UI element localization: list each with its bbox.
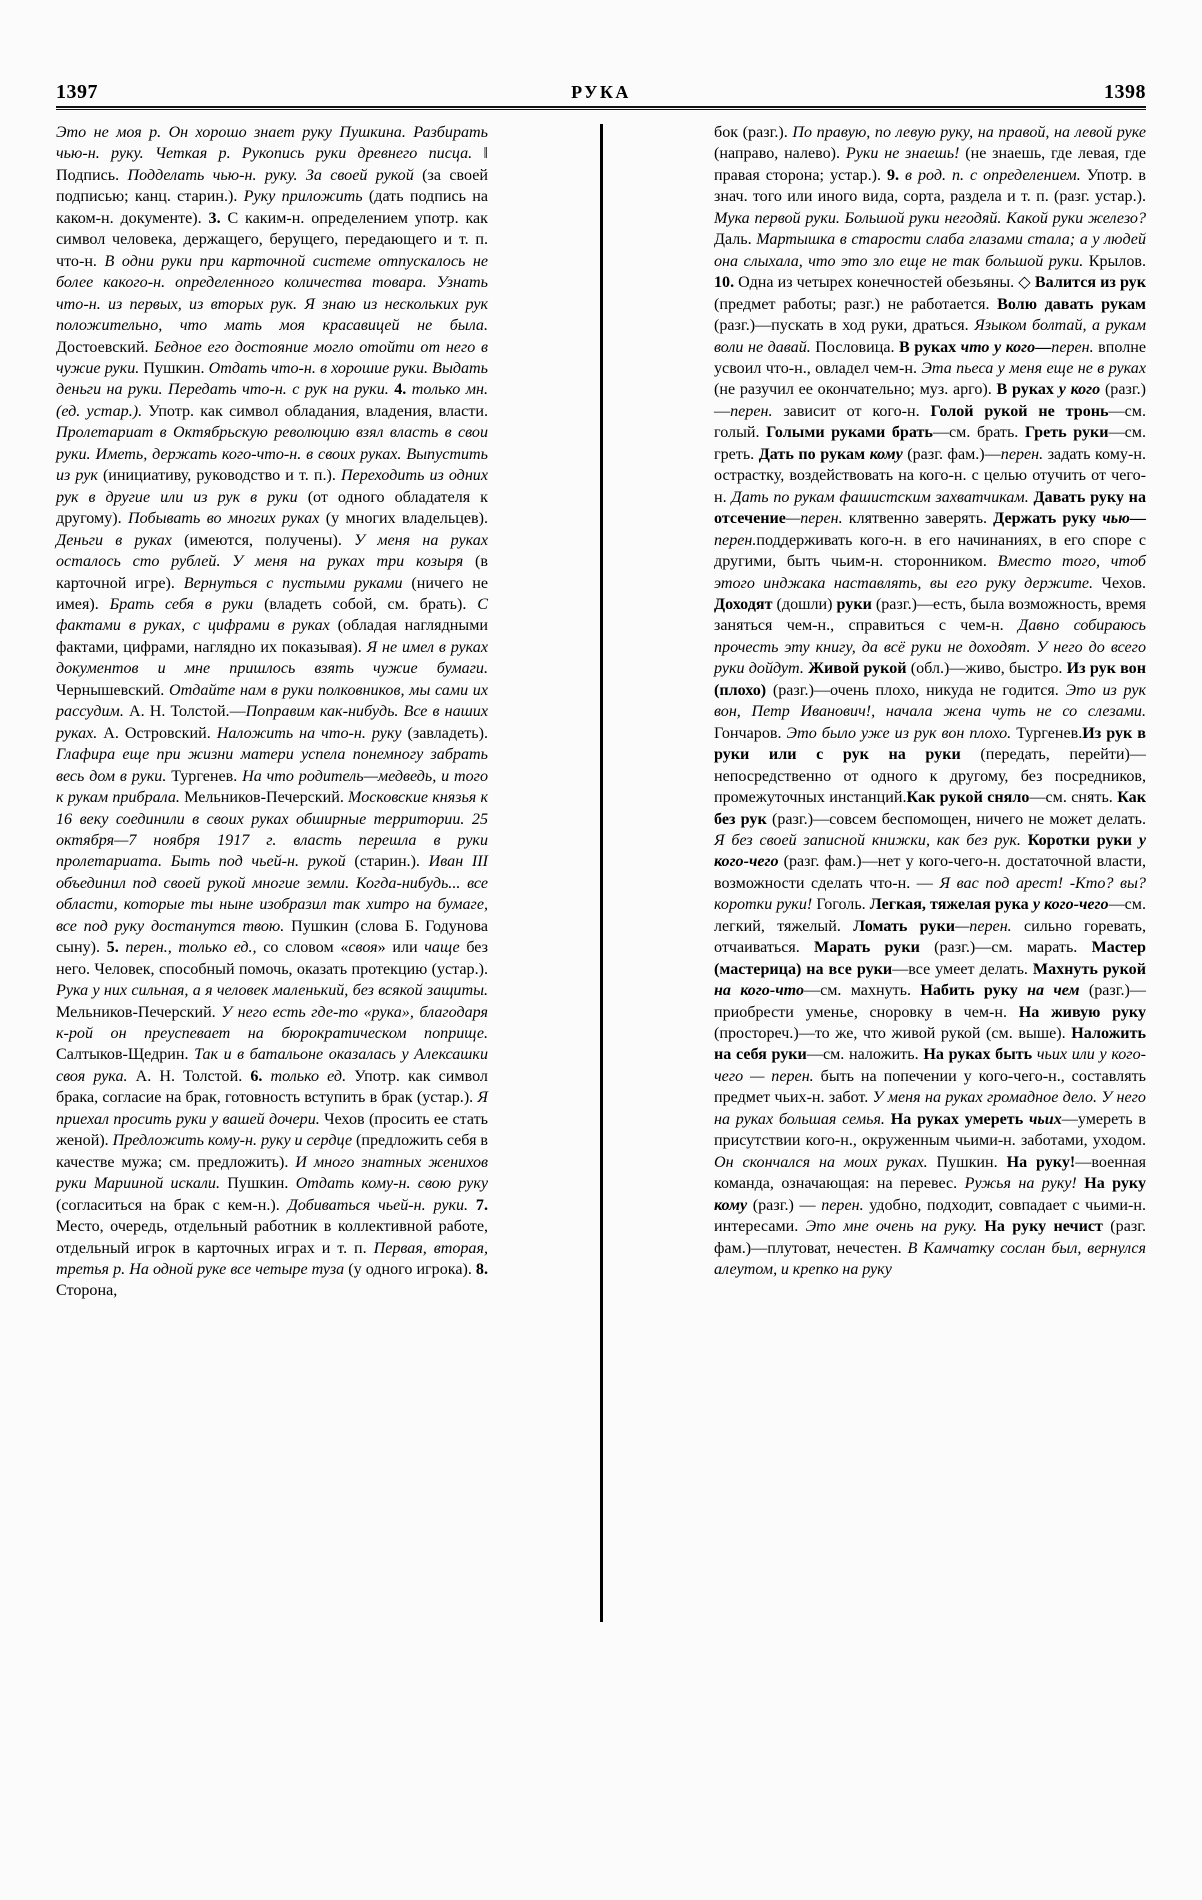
text-run: Я приехал просить руки у вашей дочери. bbox=[56, 1089, 488, 1128]
text-run: на кого-что bbox=[714, 982, 804, 1000]
text-run: зависит от кого-н. bbox=[783, 402, 931, 420]
text-run: только ед. bbox=[270, 1067, 355, 1085]
text-run: — bbox=[1129, 510, 1146, 528]
text-run: Это было уже из рук вон плохо. bbox=[786, 724, 1017, 742]
text-run: Голыми руками брать bbox=[766, 424, 933, 442]
text-run: Я без своей записной книжки, как без рук. bbox=[714, 831, 1028, 849]
text-run: В руках bbox=[899, 338, 961, 356]
text-run: (разг. фам.)— bbox=[907, 445, 1001, 463]
text-run: Давать руку на отсечение bbox=[714, 488, 1147, 528]
text-run: —см. голый. bbox=[714, 402, 1146, 442]
column-divider-rule bbox=[600, 124, 603, 1622]
text-run: перен., только ед., bbox=[125, 939, 264, 957]
text-run: Доходят bbox=[714, 595, 777, 613]
text-run: Подпись. bbox=[56, 166, 128, 184]
text-run: кому bbox=[714, 1196, 753, 1214]
text-run: Отдать кому-н. свою руку bbox=[295, 1175, 488, 1193]
text-run: только мн. (ед. устар.). bbox=[56, 381, 488, 420]
text-run: Марать руки bbox=[814, 939, 935, 957]
text-run: Достоевский. bbox=[56, 338, 155, 356]
text-run: Ружья на руку! bbox=[964, 1175, 1085, 1193]
text-run: перен. bbox=[821, 1196, 870, 1214]
text-run: Пушкин. bbox=[936, 1153, 1007, 1171]
column-right-body bbox=[714, 122, 1146, 1280]
text-run: сильно горевать, отчаиваться. bbox=[714, 917, 1146, 957]
text-run: Московские князья к 16 веку соединили в своих руках обширные территории. 25 октября—7 ноября 1917 г. власть перешла в руки пролетариата. Быть под чьей-н. рукой bbox=[56, 789, 488, 871]
text-run: Ломать руки bbox=[853, 917, 955, 935]
text-run: Языком болтай, а рукам воли не давай. bbox=[714, 317, 1147, 356]
text-run: (разг.)—пускать в ход руки, драться. bbox=[714, 317, 975, 335]
text-run: Бедное его достояние могло отойти от него в чужие руки. bbox=[56, 338, 488, 377]
text-run: Пословица. bbox=[815, 338, 900, 356]
text-run: руки bbox=[836, 595, 876, 613]
text-run: Поправим как-нибудь. Все в наших руках. bbox=[56, 703, 488, 742]
text-run: Чернышевский. bbox=[56, 681, 170, 699]
text-run: Мельников-Печерский. bbox=[184, 789, 349, 807]
text-run: со словом « bbox=[263, 939, 349, 957]
text-run: 10. bbox=[714, 274, 739, 292]
text-run: —военная команда, означающая: на перевес. bbox=[714, 1153, 1146, 1193]
text-run: (инициативу, руководство и т. п.). bbox=[102, 467, 341, 485]
text-run: Голой рукой не тронь bbox=[930, 402, 1109, 420]
text-run: Это из рук вон, Петр Иванович!, начала жена чуть не со слезами. bbox=[714, 681, 1146, 721]
text-run: (у одного игрока). bbox=[348, 1261, 476, 1279]
text-run: —перен. bbox=[955, 917, 1024, 935]
text-run: Крылов. bbox=[1088, 252, 1146, 270]
text-run: Из рук в руки или с рук на руки bbox=[714, 724, 1147, 764]
text-run: Это мне очень на руку. bbox=[805, 1218, 985, 1236]
text-run: Как рукой сняло bbox=[906, 789, 1030, 807]
text-run: у кого bbox=[1058, 381, 1105, 399]
text-run: ◇ bbox=[1018, 274, 1035, 292]
text-run: Пушкин. bbox=[227, 1175, 296, 1193]
text-run: вполне усвоил что-н., овладел чем-н. bbox=[714, 338, 1147, 377]
text-run: Он скончался на моих руках. bbox=[714, 1153, 937, 1171]
text-run: 7. bbox=[475, 1196, 488, 1214]
text-run: (разг. фам.)—нет у кого-чего-н. достаточной власти, возможности сделать что-н. — bbox=[714, 853, 1146, 892]
text-run: —см. махнуть. bbox=[804, 982, 921, 1000]
text-run: На руках умереть bbox=[890, 1110, 1029, 1128]
text-run: (не разучил ее окончательно; муз. арго). bbox=[714, 381, 997, 399]
text-run: чью bbox=[1102, 510, 1130, 528]
text-run: (разг.)— bbox=[714, 381, 1147, 420]
text-run: (разг.) — bbox=[752, 1196, 822, 1214]
text-run: У меня на руках осталось сто рублей. У меня на руках три козыря bbox=[56, 531, 488, 571]
text-run: И много знатных женихов руки Марииной искали. bbox=[56, 1153, 488, 1193]
text-run: —см. наложить. bbox=[806, 1046, 924, 1064]
text-run: Употр. как символ обладания, владения, власти. bbox=[148, 402, 488, 420]
text-run: Набить руку bbox=[920, 982, 1028, 1000]
text-run: (не знаешь, где левая, где правая сторона; устар.). bbox=[714, 145, 1147, 184]
text-run: своя bbox=[348, 939, 378, 957]
text-run: (предложить себя в качестве мужа; см. предложить). bbox=[56, 1132, 489, 1171]
text-run: 3. bbox=[208, 209, 228, 227]
text-run: А. Н. Толстой.— bbox=[128, 703, 246, 721]
text-run: —см. греть. bbox=[714, 424, 1147, 463]
text-columns bbox=[56, 122, 1146, 1762]
text-run: Живой рукой bbox=[808, 660, 911, 678]
text-run: Даль. bbox=[714, 231, 757, 249]
text-run: Мартышка в старости слаба глазами стала; а у людей она слыхала, что это зло еще не так большой руки. bbox=[714, 231, 1146, 270]
text-run: Легкая, тяжелая рука bbox=[869, 896, 1033, 914]
text-run: Из рук вон (плохо) bbox=[714, 660, 1146, 699]
text-run: (разг.)—есть, была возможность, время заняться чем-н., справиться с чем-н. bbox=[714, 595, 1146, 635]
header-rule-thick bbox=[56, 106, 1146, 108]
text-run: Рука у них сильная, а я человек маленький, без всякой защиты. bbox=[56, 982, 488, 1000]
text-run: удобно, подходит, совпадает с чьими-н. интересами. bbox=[714, 1196, 1146, 1236]
text-run: Волю давать рукам bbox=[997, 295, 1146, 313]
text-run: быть на попечении у кого-чего-н., составлять предмет чьих-н. забот. bbox=[714, 1067, 1146, 1107]
text-run: поддерживать кого-н. в его начинаниях, в его споре с другими, быть чьим-н. сторонником. bbox=[714, 531, 1146, 571]
column-left-body bbox=[56, 122, 488, 1302]
text-run: У меня на руках громадное дело. У него на руках большая семья. bbox=[714, 1089, 1146, 1128]
running-head bbox=[56, 68, 1146, 102]
text-run: Мастер (мастерица) на все руки bbox=[714, 939, 1146, 978]
text-run: Вместо того, чтоб этого инджака наставлять, вы его руку держите. bbox=[714, 553, 1146, 592]
text-run: Тургенев. bbox=[171, 767, 243, 785]
text-run: С фактами в руках, с цифрами в руках bbox=[56, 595, 488, 635]
text-run: Чехов. bbox=[1101, 574, 1146, 592]
text-run: —см. снять. bbox=[1029, 789, 1118, 807]
text-run: По правую, по левую руку, на правой, на левой руке bbox=[792, 124, 1146, 141]
header-rule-thin bbox=[56, 109, 1146, 110]
text-run: Валится из рук bbox=[1034, 274, 1146, 292]
text-run: Наложить на что-н. руку bbox=[216, 724, 408, 742]
text-run: (в карточной игре). bbox=[56, 553, 488, 592]
text-run: Держать руку bbox=[993, 510, 1103, 528]
text-run: (разг.)—очень плохо, никуда не годится. bbox=[772, 681, 1066, 699]
text-run: Место, очередь, отдельный работник в коллективной работе, отдельный игрок в карточных играх и т. п. bbox=[56, 1218, 488, 1257]
text-run: у кого-чего bbox=[714, 831, 1146, 871]
text-run: (дать подпись на каком-н. документе). bbox=[56, 188, 488, 227]
text-run: клятвенно заверять. bbox=[848, 510, 994, 528]
text-run: —перен. bbox=[785, 510, 849, 528]
text-run: (старин.). bbox=[354, 853, 429, 871]
text-run: Брать себя в руки bbox=[109, 595, 265, 613]
text-run: Отдать что-н. в хорошие руки. Выдать деньги на руки. Передать что-н. с рук на руки. bbox=[56, 359, 488, 399]
folio-right: 1398 bbox=[1104, 81, 1146, 103]
text-run: без него. Человек, способный помочь, оказать протекцию (устар.). bbox=[56, 939, 489, 978]
text-run: Дать по рукам bbox=[758, 445, 870, 463]
text-run: Гончаров. bbox=[714, 724, 787, 742]
text-run: (простореч.)—то же, что живой рукой (см. выше). bbox=[714, 1025, 1072, 1043]
text-run: (обл.)—живо, быстро. bbox=[910, 660, 1067, 678]
text-run: 5. bbox=[106, 939, 126, 957]
text-run: (завладеть). bbox=[407, 724, 488, 742]
text-run: задать кому-н. острастку, воздействовать на кого-н. с целью отучить от чего-н. bbox=[714, 445, 1146, 506]
text-run: Махнуть рукой bbox=[1032, 960, 1146, 978]
text-run: 6. bbox=[250, 1067, 271, 1085]
text-run: чьих или у кого-чего — перен. bbox=[714, 1046, 1146, 1085]
text-run: Подделать чью-н. руку. За своей рукой bbox=[127, 166, 423, 184]
text-run: перен. bbox=[730, 402, 784, 420]
text-run: Одна из четырех конечностей обезьяны. bbox=[738, 274, 1019, 292]
text-run: Дать по рукам фашистским захватчикам. bbox=[731, 488, 1034, 506]
text-run: В руках bbox=[996, 381, 1059, 399]
text-run: чьих bbox=[1028, 1110, 1062, 1128]
text-run: Как без рук bbox=[714, 789, 1146, 828]
text-run: » или bbox=[377, 939, 425, 957]
text-run: 8. bbox=[475, 1261, 488, 1279]
folio-left: 1397 bbox=[56, 81, 98, 103]
text-run: на чем bbox=[1027, 982, 1089, 1000]
text-run: С каким-н. определением употр. как символ человека, держащего, берущего, передающего и т. п. что-н. bbox=[56, 209, 488, 270]
text-run: На руку! bbox=[1006, 1153, 1076, 1171]
text-run: Пушкин (слова Б. Годунова сыну). bbox=[56, 917, 488, 957]
text-run: Деньги в руках bbox=[56, 531, 185, 549]
text-run: Я не имел в руках документов и мне пришлось взять чужие бумаги. bbox=[56, 638, 488, 678]
text-run: На живую руку bbox=[1018, 1003, 1146, 1021]
text-run: (владеть собой, см. брать). bbox=[264, 595, 478, 613]
text-run: На что родитель—медведь, и того к рукам прибрала. bbox=[56, 767, 489, 807]
text-run: бок (разг.). bbox=[714, 124, 793, 141]
text-run: Пролетариат в Октябрьскую революцию взял власть в свои руки. Иметь, держать кого-что-н. в своих руках. Выпустить из рук bbox=[56, 424, 488, 485]
text-run: что у кого bbox=[960, 338, 1036, 356]
text-run: —умереть в присутствии кого-н., окруженным чьими-н. заботами, уходом. bbox=[714, 1110, 1146, 1150]
text-run: Чехов (просить ее стать женой). bbox=[56, 1110, 489, 1150]
text-run: (разг. фам.)—плутоват, нечестен. bbox=[714, 1218, 1147, 1257]
text-run: — bbox=[1035, 338, 1052, 356]
text-run: Побывать во многих руках bbox=[128, 510, 326, 528]
text-run: перен. bbox=[1051, 338, 1099, 356]
text-run: (направо, налево). bbox=[714, 145, 846, 163]
text-run: Руку приложить bbox=[243, 188, 369, 206]
text-run: Эта пьеса у меня еще не в руках bbox=[921, 359, 1146, 377]
text-run: В одни руки при карточной системе отпускалось не более какого-н. определенного количества товара. Узнать что-н. из первых, из вторых рук. Я знаю из нескольких рук положительно, что мать моя красавицей не была. bbox=[56, 252, 488, 335]
text-run: Иван III объединил под своей рукой многие земли. Когда-нибудь... все области, которые ты ныне изобразил так хитро на бумаге, все под руку достанутся твою. bbox=[56, 853, 488, 935]
text-run: (дошли) bbox=[776, 595, 837, 613]
text-run: в род. п. с определением. bbox=[905, 166, 1087, 184]
text-run: В Камчатку сослан был, вернулся алеутом, и крепко на руку bbox=[714, 1239, 1146, 1279]
text-run: ‖ bbox=[483, 145, 488, 163]
text-run: Салтыков-Щедрин. bbox=[56, 1046, 195, 1064]
text-run: (передать, перейти)—непосредственно от одного к другому, без посредников, промежуточных инстанций. bbox=[714, 746, 1147, 807]
text-run: (обладая наглядными фактами, цифрами, наглядно их показывая). bbox=[56, 617, 489, 656]
text-run: Гоголь. bbox=[816, 896, 870, 914]
text-run: —см. легкий, тяжелый. bbox=[714, 896, 1147, 935]
text-run: (предмет работы; разг.) не работается. bbox=[714, 295, 998, 313]
text-run: (за своей подписью; канц. старин.). bbox=[56, 166, 489, 206]
text-run: (разг.)—см. марать. bbox=[934, 939, 1092, 957]
text-run: (ничего не имея). bbox=[56, 574, 488, 613]
text-run: Сторона, bbox=[56, 1282, 118, 1300]
text-run: Коротки руки bbox=[1027, 831, 1139, 849]
text-run: 4. bbox=[394, 381, 412, 399]
text-run: кому bbox=[869, 445, 908, 463]
text-run: А. Н. Толстой. bbox=[135, 1067, 251, 1085]
text-run: Отдайте нам в руки полковников, мы сами их рассудим. bbox=[56, 681, 488, 721]
text-run: перен. bbox=[714, 531, 757, 549]
text-run: перен. bbox=[1000, 445, 1048, 463]
column-left bbox=[56, 122, 488, 1762]
text-run: (имеются, получены). bbox=[184, 531, 355, 549]
text-run: —см. брать. bbox=[932, 424, 1025, 442]
text-run: (разг.)—совсем беспомощен, ничего не может делать. bbox=[771, 810, 1146, 828]
text-run: Предложить кому-н. руку и сердце bbox=[112, 1132, 356, 1150]
text-run: Глафира еще при жизни матери успела понемногу забрать весь дом в руки. bbox=[56, 746, 488, 785]
text-run: А. Островский. bbox=[103, 724, 217, 742]
text-run: Мука первой руки. Большой руки негодяй. Какой руки железо? bbox=[714, 209, 1146, 227]
text-run: Греть руки bbox=[1024, 424, 1109, 442]
text-run: Так и в батальоне оказалась у Алексашки своя рука. bbox=[56, 1046, 488, 1085]
text-run: Я вас под арест! -Кто? вы? коротки руки! bbox=[714, 874, 1146, 914]
text-run: (разг.)—приобрести уменье, сноровку в чем-н. bbox=[714, 982, 1147, 1021]
text-run: У него есть где-то «рука», благодаря к-рой он преуспевает на бюрократическом поприще. bbox=[56, 1003, 488, 1043]
text-run: На руках быть bbox=[923, 1046, 1037, 1064]
text-run: Мельников-Печерский. bbox=[56, 1003, 222, 1021]
text-run: На руку bbox=[1084, 1175, 1147, 1193]
text-run: Вернуться с пустыми руками bbox=[183, 574, 412, 592]
text-run: (согласиться на брак с кем-н.). bbox=[56, 1196, 288, 1214]
text-run: Переходить из одних рук в другие или из рук в руки bbox=[56, 467, 488, 506]
text-run: (у многих владельцев). bbox=[325, 510, 488, 528]
text-run: Пушкин. bbox=[143, 359, 209, 377]
text-run: Руки не знаешь! bbox=[845, 145, 966, 163]
text-run: Давно собираюсь прочесть эту книгу, да всё руки не доходят. У него до всего руки дойдут. bbox=[714, 617, 1146, 678]
column-right bbox=[714, 122, 1146, 1762]
text-run: у кого-чего bbox=[1032, 896, 1109, 914]
text-run: —все умеет делать. bbox=[892, 960, 1033, 978]
text-run: 9. bbox=[886, 166, 906, 184]
text-run: Тургенев. bbox=[1016, 724, 1083, 742]
header-rule bbox=[56, 106, 1146, 111]
running-head-word: РУКА bbox=[571, 82, 631, 102]
text-run: чаще bbox=[424, 939, 467, 957]
text-run: На руку нечист bbox=[984, 1218, 1111, 1236]
text-run: (от одного обладателя к другому). bbox=[56, 488, 488, 528]
text-run: Добиваться чьей-н. руки. bbox=[287, 1196, 476, 1214]
text-run: Наложить на себя руки bbox=[714, 1025, 1146, 1064]
text-run: Употр. как символ брака, согласие на брак, готовность вступить в брак (устар.). bbox=[56, 1067, 488, 1107]
text-run: Первая, вторая, третья р. На одной руке все четыре туза bbox=[56, 1239, 488, 1279]
text-run: Употр. в знач. того или иного вида, сорта, раздела и т. п. (разг. устар.). bbox=[714, 166, 1146, 206]
text-run: Это не моя р. Он хорошо знает руку Пушкина. Разбирать чью-н. руку. Четкая р. Рукопись руки древнего писца. bbox=[56, 124, 488, 163]
